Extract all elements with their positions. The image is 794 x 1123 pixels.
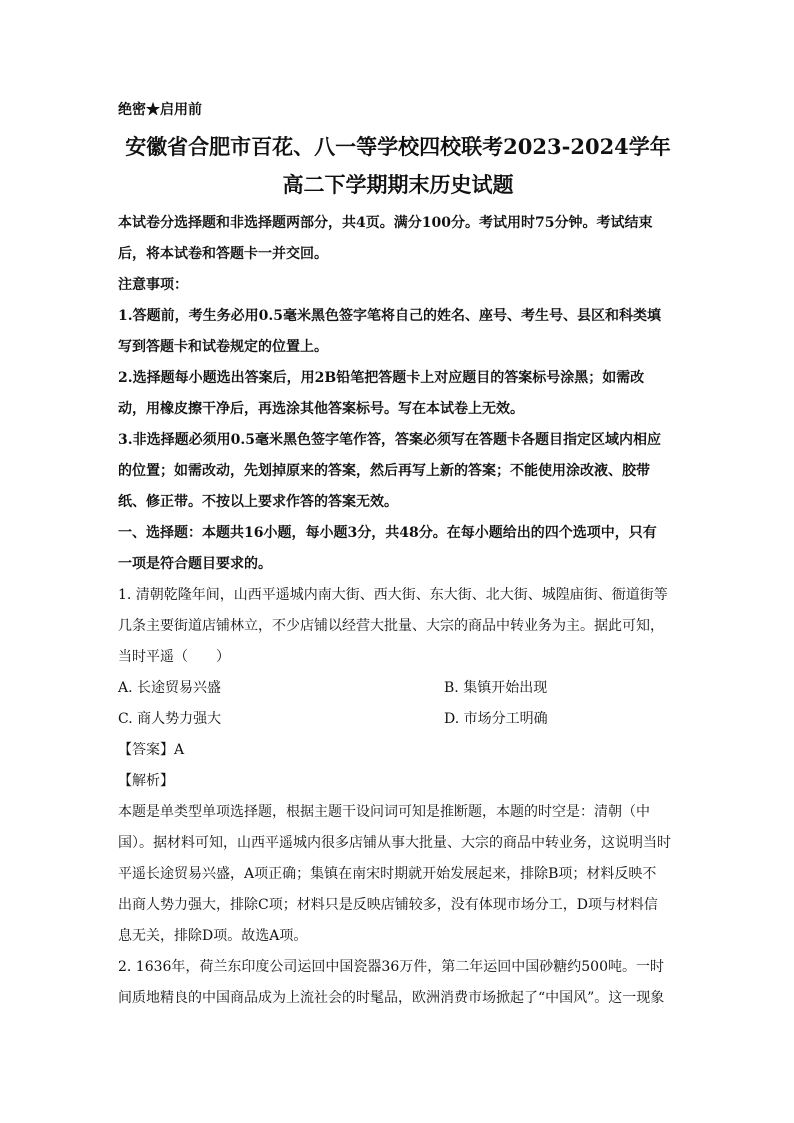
question-1 bbox=[118, 580, 678, 952]
notice-line: 3.非选择题必须用0.5毫米黑色签字笔作答，答案必须写在答题卡各题目指定区域内相应 bbox=[118, 432, 661, 448]
option-b: B. 集镇开始出现 bbox=[444, 680, 548, 696]
question-stem-line: 当时平遥（ ） bbox=[118, 649, 230, 665]
analysis-line: 平遥长途贸易兴盛，A项正确；集镇在南宋时期就开始发展起来，排除B项；材料反映不 bbox=[118, 866, 657, 882]
notice-line: 写到答题卡和试卷规定的位置上。 bbox=[118, 339, 328, 355]
options-grid bbox=[118, 673, 678, 735]
notice-line: 2.选择题每小题选出答案后，用2B铅笔把答题卡上对应题目的答案标号涂黑；如需改 bbox=[118, 370, 645, 386]
analysis-label: 【解析】 bbox=[118, 773, 174, 789]
question-2 bbox=[118, 952, 678, 1014]
intro-line: 本试卷分选择题和非选择题两部分，共4页。满分100分。考试用时75分钟。考试结束 bbox=[118, 215, 653, 231]
analysis-line: 本题是单类型单项选择题，根据主题干设问词可知是推断题，本题的时空是：清朝（中 bbox=[118, 804, 650, 820]
analysis-line: 息无关，排除D项。故选A项。 bbox=[118, 928, 308, 944]
question-stem-line: 几条主要街道店铺林立，不少店铺以经营大批量、大宗的商品中转业务为主。据此可知， bbox=[118, 618, 664, 634]
notice bbox=[118, 270, 678, 518]
notice-line: 的位置；如需改动，先划掉原来的答案，然后再写上新的答案；不能使用涂改液、胶带 bbox=[118, 463, 650, 479]
analysis-line: 出商人势力强大，排除C项；材料只是反映店铺较多，没有体现市场分工，D项与材料信 bbox=[118, 897, 658, 913]
notice-line: 动，用橡皮擦干净后，再选涂其他答案标号。写在本试卷上无效。 bbox=[118, 401, 524, 417]
exam-title-line2: 高二下学期期末历史试题 bbox=[282, 172, 514, 197]
notice-heading: 注意事项： bbox=[118, 277, 188, 293]
notice-line: 纸、修正带。不按以上要求作答的答案无效。 bbox=[118, 494, 398, 510]
question-stem-line: 1. 清朝乾隆年间，山西平遥城内南大街、西大街、东大街、北大街、城隍庙街、衙道街等 bbox=[118, 587, 668, 603]
secret-label: 绝密★启用前 bbox=[118, 102, 202, 118]
option-c: C. 商人势力强大 bbox=[118, 711, 222, 727]
exam-title-line1: 安徽省合肥市百花、八一等学校四校联考2023-2024学年 bbox=[125, 134, 671, 159]
option-d: D. 市场分工明确 bbox=[444, 711, 548, 727]
section-line: 一项是符合题目要求的。 bbox=[118, 556, 272, 572]
analysis-line: 国）。据材料可知，山西平遥城内很多店铺从事大批量、大宗的商品中转业务，这说明当时 bbox=[118, 835, 671, 851]
section-heading bbox=[118, 518, 678, 580]
exam-page bbox=[118, 100, 678, 1014]
section-line: 一、选择题：本题共16小题，每小题3分，共48分。在每小题给出的四个选项中，只有 bbox=[118, 525, 657, 541]
notice-line: 1.答题前，考生务必用0.5毫米黑色签字笔将自己的姓名、座号、考生号、县区和科类填 bbox=[118, 308, 661, 324]
question-stem-line: 间质地精良的中国商品成为上流社会的时髦品，欧洲消费市场掀起了“中国风”。这一现象 bbox=[118, 990, 665, 1006]
option-a: A. 长途贸易兴盛 bbox=[118, 680, 222, 696]
question-stem-line: 2. 1636年，荷兰东印度公司运回中国瓷器36万件，第二年运回中国砂糖约500吨。一时 bbox=[118, 959, 664, 975]
answer-line: 【答案】A bbox=[118, 742, 185, 758]
intro-line: 后，将本试卷和答题卡一并交回。 bbox=[118, 246, 328, 262]
intro bbox=[118, 208, 678, 270]
